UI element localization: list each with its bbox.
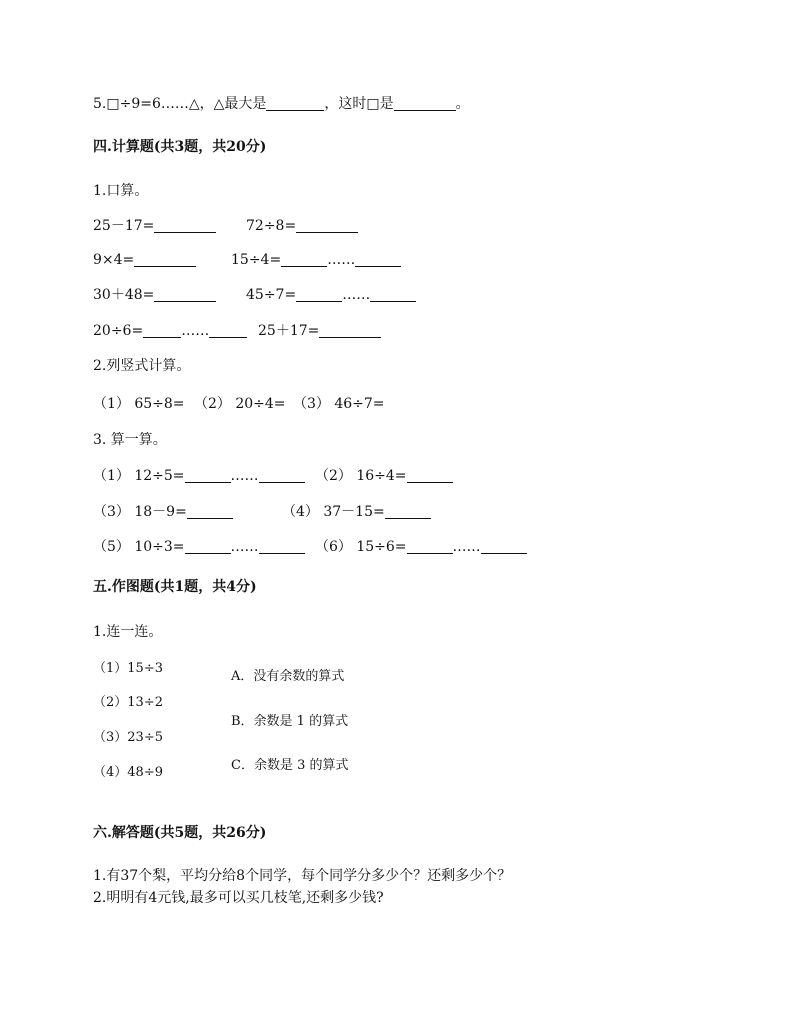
q5-line [93,95,470,113]
answer-blank[interactable] [259,539,305,554]
q5-text-c: 。 [455,96,470,112]
connect-left-item[interactable]: （3）23÷5 [93,730,163,745]
oral-expr: 20÷6= [93,323,144,339]
answer-blank[interactable] [187,504,233,519]
dots: …… [230,539,259,555]
calc-item [315,538,527,556]
oral-expr: 30＋48= [93,287,155,303]
calc-item [93,538,305,556]
word-problem-1: 1.有37个梨，平均分给8个同学，每个同学分多少个？还剩多少个？ [93,868,512,884]
calc-item [93,467,305,485]
calc-expr: （5） 10÷3= [93,539,185,555]
connect-right-item[interactable]: A．没有余数的算式 [231,669,345,684]
answer-blank[interactable] [143,323,181,338]
calc-expr: （2） 16÷4= [315,468,407,484]
calc-expr: （3） 18－9= [93,504,187,520]
dots: …… [452,539,481,555]
answer-blank[interactable] [296,218,358,233]
oral-expr: 45÷7= [246,287,297,303]
calc-item [282,503,431,521]
answer-blank[interactable] [185,468,231,483]
answer-blank[interactable] [134,252,196,267]
answer-blank[interactable] [296,287,342,302]
oral-item [246,286,416,304]
connect-right-item[interactable]: C．余数是 3 的算式 [231,758,349,773]
connect-title: 1.连一连。 [93,624,163,640]
q5-text-b: ，这时□是 [324,96,394,112]
connect-left-item[interactable]: （2）13÷2 [93,695,163,710]
oral-expr: 72÷8= [246,218,297,234]
oral-item [246,217,358,235]
answer-blank[interactable] [355,252,401,267]
oral-item [231,251,401,269]
oral-item [258,322,381,340]
connect-left-item[interactable]: （1）15÷3 [93,661,163,676]
answer-blank[interactable] [154,287,216,302]
connect-left-item[interactable]: （4）48÷9 [93,765,163,780]
answer-blank[interactable] [481,539,527,554]
dots: …… [327,252,356,268]
dots: …… [230,468,259,484]
vertical-item: （1） 65÷8= [93,396,185,412]
answer-blank[interactable] [385,504,431,519]
oral-expr: 15÷4= [231,252,282,268]
calc-item [315,467,453,485]
vertical-item: （3） 46÷7= [293,396,385,412]
oral-expr: 25－17= [93,218,155,234]
word-problem-2: 2.明明有4元钱,最多可以买几枝笔,还剩多少钱? [93,890,384,906]
section-6-title: 六.解答题(共5题，共26分) [93,825,267,841]
answer-blank[interactable] [407,468,453,483]
dots: …… [342,287,371,303]
oral-item [93,322,247,340]
answer-blank[interactable] [407,539,453,554]
answer-blank[interactable] [209,323,247,338]
q5-text-a: 5.□÷9=6……△，△最大是 [93,96,267,112]
answer-blank[interactable] [394,96,456,111]
oral-item [93,251,196,269]
oral-item [93,217,216,235]
calc-title: 3. 算一算。 [93,432,167,448]
oral-title: 1.口算。 [93,183,149,199]
answer-blank[interactable] [370,287,416,302]
answer-blank[interactable] [319,323,381,338]
calc-expr: （1） 12÷5= [93,468,185,484]
section-4-title: 四.计算题(共3题，共20分) [93,139,267,155]
oral-expr: 9×4= [93,252,135,268]
vertical-title: 2.列竖式计算。 [93,358,191,374]
answer-blank[interactable] [185,539,231,554]
section-5-title: 五.作图题(共1题，共4分) [93,579,257,595]
answer-blank[interactable] [281,252,327,267]
calc-expr: （6） 15÷6= [315,539,407,555]
calc-expr: （4） 37－15= [282,504,385,520]
answer-blank[interactable] [259,468,305,483]
answer-blank[interactable] [154,218,216,233]
connect-right-item[interactable]: B．余数是 1 的算式 [231,714,349,729]
oral-expr: 25＋17= [258,323,320,339]
answer-blank[interactable] [266,96,324,111]
oral-item [93,286,216,304]
dots: …… [181,323,210,339]
vertical-item: （2） 20÷4= [194,396,286,412]
calc-item [93,503,233,521]
